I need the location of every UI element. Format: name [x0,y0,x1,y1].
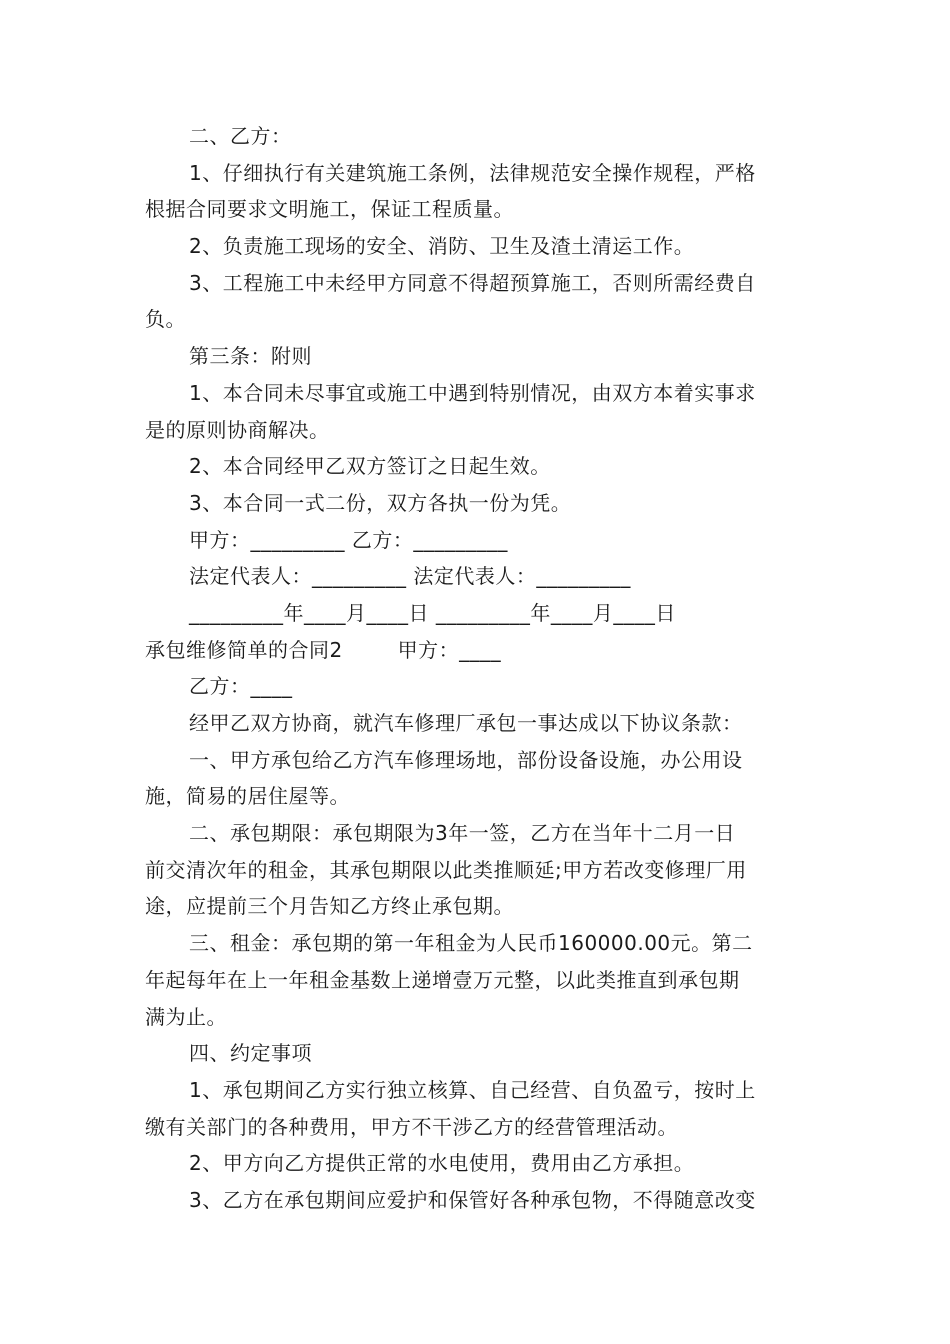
text-line: 甲方：_________ 乙方：_________ [189,527,508,552]
text-line: _________年____月____日 _________年____月____日 [189,600,676,625]
text-line: 二、承包期限：承包期限为3年一签，乙方在当年十二月一日 [189,821,736,846]
text-line: 承包维修简单的合同2 甲方：____ [145,637,502,662]
text-line: 负。 [145,307,186,332]
text-line: 1、承包期间乙方实行独立核算、自己经营、自负盈亏，按时上 [189,1077,756,1102]
text-line: 施，简易的居住屋等。 [145,784,350,809]
text-line: 二、乙方： [189,124,292,148]
text-line: 是的原则协商解决。 [145,417,330,442]
text-line: 2、本合同经甲乙双方签订之日起生效。 [189,454,551,479]
text-line: 2、甲方向乙方提供正常的水电使用，费用由乙方承担。 [189,1151,695,1176]
text-line: 年起每年在上一年租金基数上递增壹万元整，以此类推直到承包期 [145,967,740,992]
text-line: 3、工程施工中未经甲方同意不得超预算施工，否则所需经费自 [189,270,756,295]
text-line: 满为止。 [145,1004,227,1029]
text-line: 3、本合同一式二份，双方各执一份为凭。 [189,490,572,515]
text-line: 缴有关部门的各种费用，甲方不干涉乙方的经营管理活动。 [145,1114,678,1139]
text-line: 经甲乙双方协商，就汽车修理厂承包一事达成以下协议条款： [189,711,743,735]
text-line: 1、本合同未尽事宜或施工中遇到特别情况，由双方本着实事求 [189,380,756,405]
text-line: 第三条：附则 [189,344,312,369]
text-line: 一、甲方承包给乙方汽车修理场地，部份设备设施，办公用设 [189,747,743,772]
text-line: 乙方：____ [189,674,293,699]
text-line: 3、乙方在承包期间应爱护和保管好各种承包物，不得随意改变 [189,1187,756,1212]
text-line: 前交清次年的租金，其承包期限以此类推顺延;甲方若改变修理厂用 [145,857,747,882]
text-line: 三、租金：承包期的第一年租金为人民币160000.00元。第二 [189,931,753,956]
text-line: 四、约定事项 [189,1041,312,1066]
document-body [145,118,810,1219]
text-line: 2、负责施工现场的安全、消防、卫生及渣土清运工作。 [189,234,695,259]
text-line: 根据合同要求文明施工，保证工程质量。 [145,197,514,222]
text-line: 途，应提前三个月告知乙方终止承包期。 [145,894,514,919]
text-line: 1、仔细执行有关建筑施工条例，法律规范安全操作规程，严格 [189,160,756,185]
text-line: 法定代表人：_________ 法定代表人：_________ [189,564,631,589]
